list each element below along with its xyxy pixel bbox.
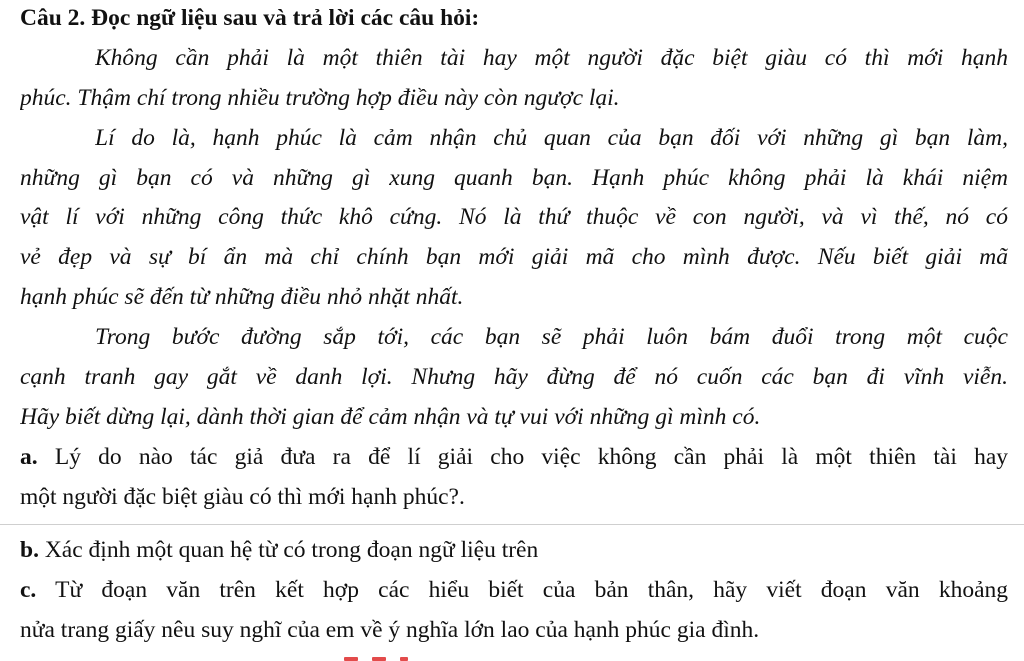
red-mark [344, 657, 358, 661]
question-a-line1 [20, 441, 1008, 473]
passage-p1-line1: Không cần phải là một thiên tài hay một người đặc biệt giàu có thì mới hạnh [95, 45, 1008, 71]
passage-p2-line1: Lí do là, hạnh phúc là cảm nhận chủ quan của bạn đối với những gì bạn làm, [95, 125, 1008, 151]
question-c-label: c. [20, 577, 37, 603]
question-a-text1: Lý do nào tác giả đưa ra để lí giải cho việc không cần phải là một thiên tài hay [54, 444, 1008, 470]
passage-p3-line3: Hãy biết dừng lại, dành thời gian để cảm nhận và tự vui với những gì mình có. [20, 404, 761, 430]
divider [0, 524, 1024, 525]
red-mark [400, 657, 408, 661]
passage-p3-line1: Trong bước đường sắp tới, các bạn sẽ phải luôn bám đuổi trong một cuộc [95, 324, 1008, 350]
passage-p2-line4: vẻ đẹp và sự bí ẩn mà chỉ chính bạn mới giải mã cho mình được. Nếu biết giải mã [20, 244, 1008, 270]
passage-p2-line3: vật lí với những công thức khô cứng. Nó là thứ thuộc về con người, và vì thế, nó có [20, 204, 1008, 230]
question-title: Câu 2. Đọc ngữ liệu sau và trả lời các câu hỏi: [20, 5, 480, 31]
question-c-text1: Từ đoạn văn trên kết hợp các hiểu biết của bản thân, hãy viết đoạn văn khoảng [55, 577, 1008, 603]
question-b-line1 [20, 534, 1008, 566]
passage-p2-line5: hạnh phúc sẽ đến từ những điều nhỏ nhặt nhất. [20, 284, 464, 310]
question-a-label: a. [20, 444, 38, 470]
passage-p1-line2: phúc. Thậm chí trong nhiều trường hợp điều này còn ngược lại. [20, 85, 620, 111]
red-mark [372, 657, 386, 661]
question-a-line2: một người đặc biệt giàu có thì mới hạnh phúc?. [20, 484, 465, 510]
passage-p2-line2: những gì bạn có và những gì xung quanh bạn. Hạnh phúc không phải là khái niệm [20, 165, 1008, 191]
question-b-label: b. [20, 537, 39, 563]
question-c-line2: nửa trang giấy nêu suy nghĩ của em về ý nghĩa lớn lao của hạnh phúc gia đình. [20, 617, 760, 643]
passage-p3-line2: cạnh tranh gay gắt về danh lợi. Nhưng hãy đừng để nó cuốn các bạn đi vĩnh viễn. [20, 364, 1008, 390]
question-b-text1: Xác định một quan hệ từ có trong đoạn ngữ liệu trên [44, 537, 539, 563]
question-c-line1 [20, 574, 1008, 606]
